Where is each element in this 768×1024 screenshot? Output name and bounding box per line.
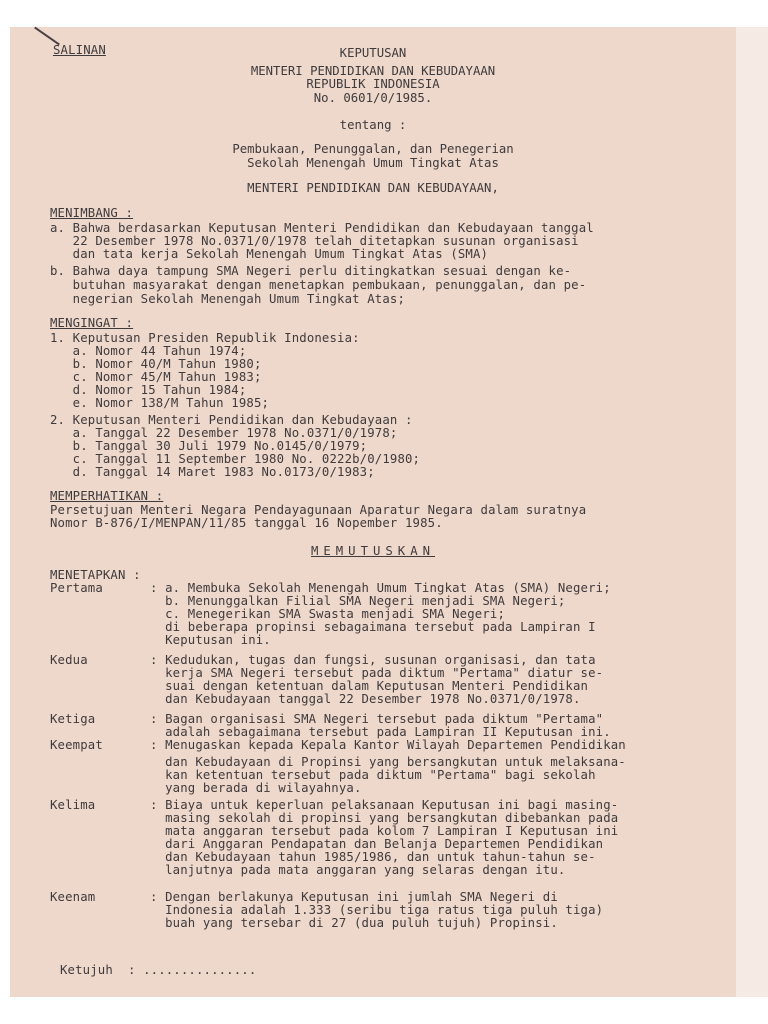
article-label-pertama: Pertama: [50, 581, 103, 595]
subject-line-2: Sekolah Menengah Umum Tingkat Atas: [247, 156, 499, 170]
menimbang-b2: butuhan masyarakat dengan menetapkan pembukaan, penunggalan, dan pe-: [50, 278, 587, 292]
subject-line-1: Pembukaan, Penunggalan, dan Penegerian: [232, 142, 514, 156]
menimbang-b1: b. Bahwa daya tampung SMA Negeri perlu ditingkatkan sesuai dengan ke-: [50, 264, 572, 278]
mengingat-line: e. Nomor 138/M Tahun 1985;: [50, 396, 270, 410]
article-line: suai dengan ketentuan dalam Keputusan Menteri Pendidikan: [150, 679, 589, 693]
article-line: dan Kebudayaan tanggal 22 Desember 1978 No.0371/0/1978.: [150, 692, 581, 706]
header-republic: REPUBLIK INDONESIA: [306, 77, 440, 91]
decree-number: No. 0601/0/1985.: [313, 91, 433, 105]
article-line: : a. Membuka Sekolah Menengah Umum Tingkat Atas (SMA) Negeri;: [150, 581, 611, 595]
article-line: c. Menegerikan SMA Swasta menjadi SMA Negeri;: [150, 607, 506, 621]
mengingat-line: c. Tanggal 11 September 1980 No. 0222b/0/1980;: [50, 452, 421, 466]
article-line: dan Kebudayaan tahun 1985/1986, dan untuk tahun-tahun se-: [150, 850, 596, 864]
menimbang-heading: MENIMBANG :: [50, 206, 134, 220]
article-label-kedua: Kedua: [50, 653, 88, 667]
page-edge: [736, 27, 768, 997]
memperhatikan-line: Nomor B-876/I/MENPAN/11/85 tanggal 16 Nopember 1985.: [50, 516, 443, 530]
memperhatikan-line: Persetujuan Menteri Negara Pendayagunaan Aparatur Negara dalam suratnya: [50, 503, 587, 517]
article-ketujuh: Ketujuh : ...............: [60, 963, 257, 977]
article-line: : Biaya untuk keperluan pelaksanaan Keputusan ini bagi masing-: [150, 798, 619, 812]
article-line: Keputusan ini.: [150, 633, 271, 647]
article-line: yang berada di wilayahnya.: [150, 781, 362, 795]
tentang-label: tentang :: [339, 118, 407, 132]
article-line: buah yang tersebar di 27 (dua puluh tujuh) Propinsi.: [150, 916, 558, 930]
article-line: : Bagan organisasi SMA Negeri tersebut pada diktum "Pertama": [150, 712, 604, 726]
mengingat-line: d. Tanggal 14 Maret 1983 No.0173/0/1983;: [50, 465, 375, 479]
menetapkan-label: MENETAPKAN :: [50, 568, 141, 582]
memutuskan-heading: MEMUTUSKAN: [310, 544, 436, 558]
menimbang-a2: 22 Desember 1978 No.0371/0/1978 telah ditetapkan susunan organisasi: [50, 234, 579, 248]
mengingat-line: a. Tanggal 22 Desember 1978 No.0371/0/1978;: [50, 426, 398, 440]
article-label-keenam: Keenam: [50, 890, 96, 904]
article-label-keempat: Keempat: [50, 738, 103, 752]
article-line: Indonesia adalah 1.333 (seribu tiga ratus tiga puluh tiga): [150, 903, 604, 917]
article-line: kerja SMA Negeri tersebut pada diktum "Pertama" diatur se-: [150, 666, 604, 680]
article-line: dan Kebudayaan di Propinsi yang bersangkutan untuk melaksana-: [150, 755, 626, 769]
article-line: mata anggaran tersebut pada kolom 7 Lampiran I Keputusan ini: [150, 824, 619, 838]
article-line: adalah sebagaimana tersebut pada Lampiran II Keputusan ini.: [150, 725, 611, 739]
memperhatikan-heading: MEMPERHATIKAN :: [50, 489, 164, 503]
menimbang-b3: negerian Sekolah Menengah Umum Tingkat Atas;: [50, 292, 406, 306]
mengingat-line: b. Nomor 40/M Tahun 1980;: [50, 357, 262, 371]
mengingat-heading: MENGINGAT :: [50, 316, 134, 330]
issuer: MENTERI PENDIDIKAN DAN KEBUDAYAAN,: [247, 181, 499, 195]
article-line: dari Anggaran Pendapatan dan Belanja Departemen Pendidikan: [150, 837, 604, 851]
salinan-stamp: SALINAN: [53, 43, 106, 57]
mengingat-line: 2. Keputusan Menteri Pendidikan dan Kebudayaan :: [50, 413, 413, 427]
mengingat-line: b. Tanggal 30 Juli 1979 No.0145/0/1979;: [50, 439, 368, 453]
article-line: : Menugaskan kepada Kepala Kantor Wilayah Departemen Pendidikan: [150, 738, 626, 752]
article-line: kan ketentuan tersebut pada diktum "Pertama" bagi sekolah: [150, 768, 596, 782]
article-line: di beberapa propinsi sebagaimana tersebut pada Lampiran I: [150, 620, 596, 634]
article-label-kelima: Kelima: [50, 798, 96, 812]
header-ministry: MENTERI PENDIDIKAN DAN KEBUDAYAAN: [250, 64, 496, 78]
article-line: masing sekolah di propinsi yang bersangkutan dibebankan pada: [150, 811, 619, 825]
header-title: KEPUTUSAN: [339, 46, 407, 60]
article-line: b. Menunggalkan Filial SMA Negeri menjadi SMA Negeri;: [150, 594, 566, 608]
document-page: [10, 27, 736, 997]
menimbang-a3: dan tata kerja Sekolah Menengah Umum Tingkat Atas (SMA): [50, 247, 489, 261]
article-line: : Dengan berlakunya Keputusan ini jumlah SMA Negeri di: [150, 890, 558, 904]
article-line: : Kedudukan, tugas dan fungsi, susunan organisasi, dan tata: [150, 653, 596, 667]
menimbang-a1: a. Bahwa berdasarkan Keputusan Menteri Pendidikan dan Kebudayaan tanggal: [50, 221, 594, 235]
article-label-ketiga: Ketiga: [50, 712, 96, 726]
article-line: lanjutnya pada mata anggaran yang selaras dengan itu.: [150, 863, 566, 877]
mengingat-line: c. Nomor 45/M Tahun 1983;: [50, 370, 262, 384]
mengingat-line: a. Nomor 44 Tahun 1974;: [50, 344, 247, 358]
mengingat-line: d. Nomor 15 Tahun 1984;: [50, 383, 247, 397]
mengingat-line: 1. Keputusan Presiden Republik Indonesia:: [50, 331, 360, 345]
